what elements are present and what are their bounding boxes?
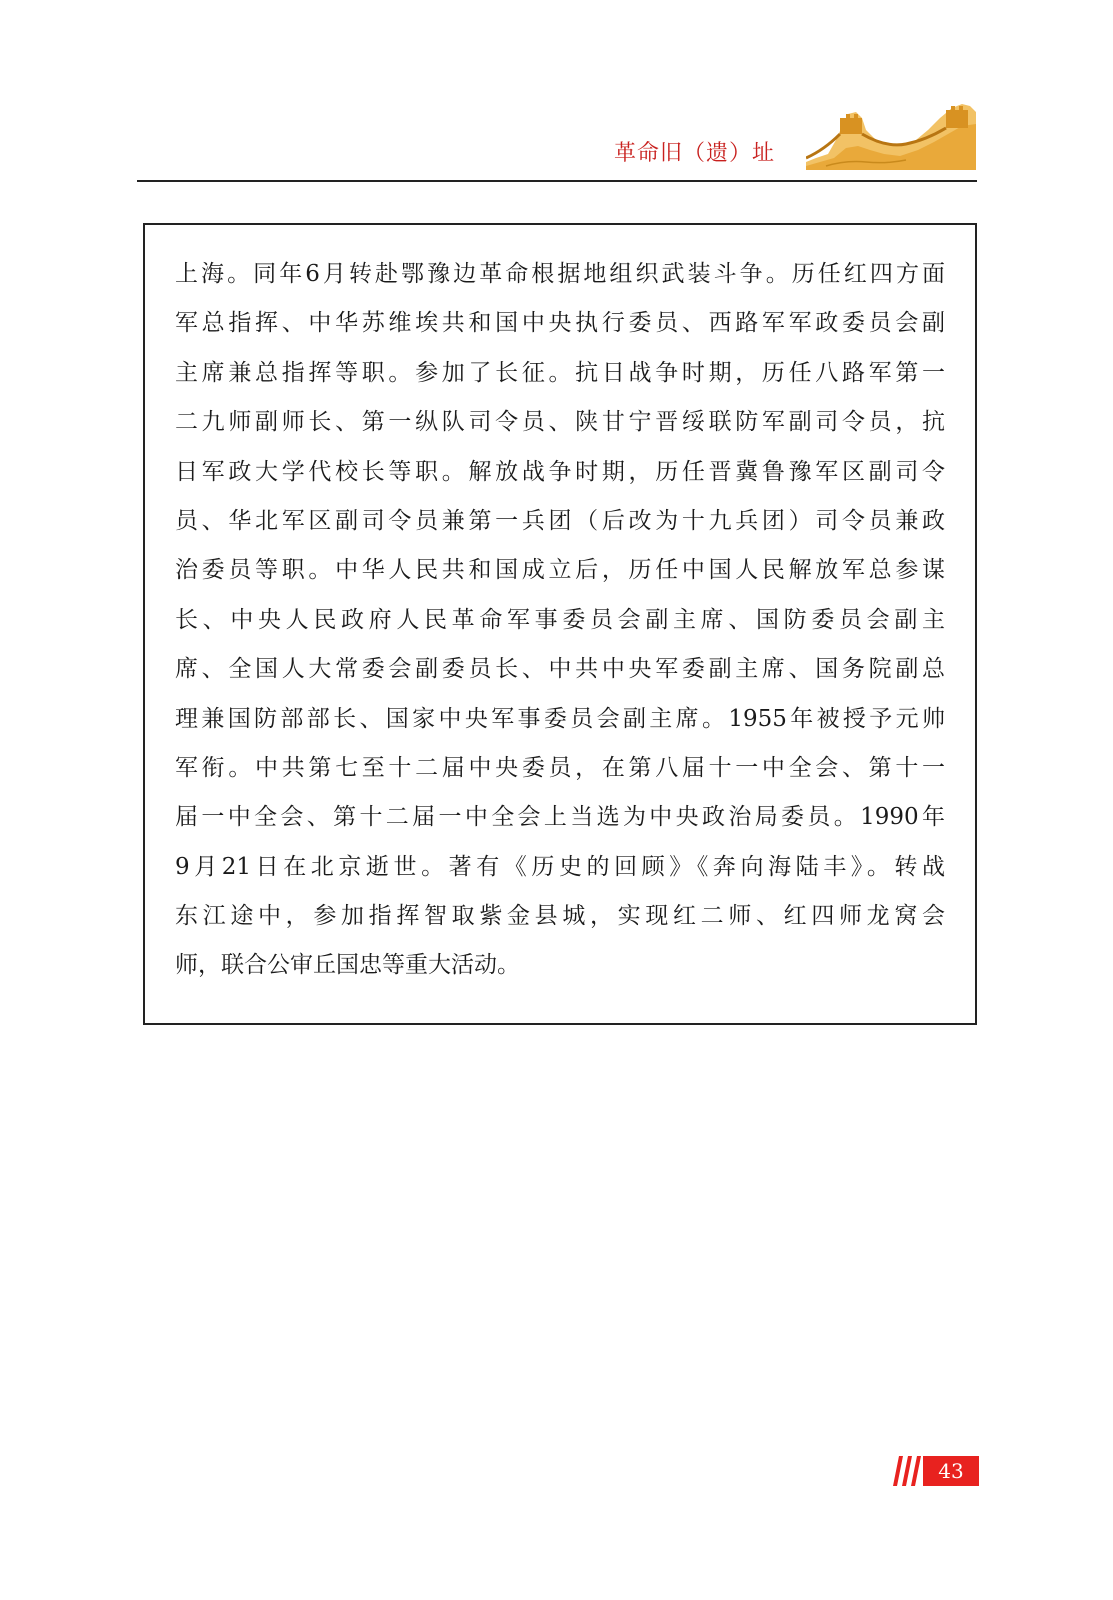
text-line: 届一中全会、第十二届一中全会上当选为中央政治局委员。1990年 xyxy=(175,804,945,831)
great-wall-illustration-icon xyxy=(806,100,976,170)
text-line: 师，联合公审丘国忠等重大活动。 xyxy=(175,952,520,979)
text-line: 军总指挥、中华苏维埃共和国中央执行委员、西路军军政委员会副 xyxy=(175,310,945,337)
biography-text-box xyxy=(143,223,977,1025)
biography-text xyxy=(175,250,945,991)
text-line: 长、中央人民政府人民革命军事委员会副主席、国防委员会副主 xyxy=(175,606,945,633)
header-rule xyxy=(137,180,977,182)
text-line: 二九师副师长、第一纵队司令员、陕甘宁晋绥联防军副司令员，抗 xyxy=(175,409,945,436)
text-line: 治委员等职。中华人民共和国成立后，历任中国人民解放军总参谋 xyxy=(175,557,945,584)
text-line: 员、华北军区副司令员兼第一兵团（后改为十九兵团）司令员兼政 xyxy=(175,507,945,534)
page-number: 43 xyxy=(923,1456,979,1486)
section-title: 革命旧（遗）址 xyxy=(614,141,776,166)
text-line: 上海。同年6月转赴鄂豫边革命根据地组织武装斗争。历任红四方面 xyxy=(175,261,945,287)
triple-slash-icon xyxy=(893,1456,923,1486)
text-line: 日军政大学代校长等职。解放战争时期，历任晋冀鲁豫军区副司令 xyxy=(175,458,945,485)
page-number-marker xyxy=(893,1456,989,1486)
text-line: 主席兼总指挥等职。参加了长征。抗日战争时期，历任八路军第一 xyxy=(175,359,945,386)
text-line: 席、全国人大常委会副委员长、中共中央军委副主席、国务院副总 xyxy=(175,656,945,683)
text-line: 东江途中，参加指挥智取紫金县城，实现红二师、红四师龙窝会 xyxy=(175,903,945,930)
text-line: 理兼国防部部长、国家中央军事委员会副主席。1955年被授予元帅 xyxy=(175,705,945,732)
text-line: 9月21日在北京逝世。著有《历史的回顾》《奔向海陆丰》。转战 xyxy=(175,853,945,880)
text-line: 军衔。中共第七至十二届中央委员，在第八届十一中全会、第十一 xyxy=(175,754,945,781)
